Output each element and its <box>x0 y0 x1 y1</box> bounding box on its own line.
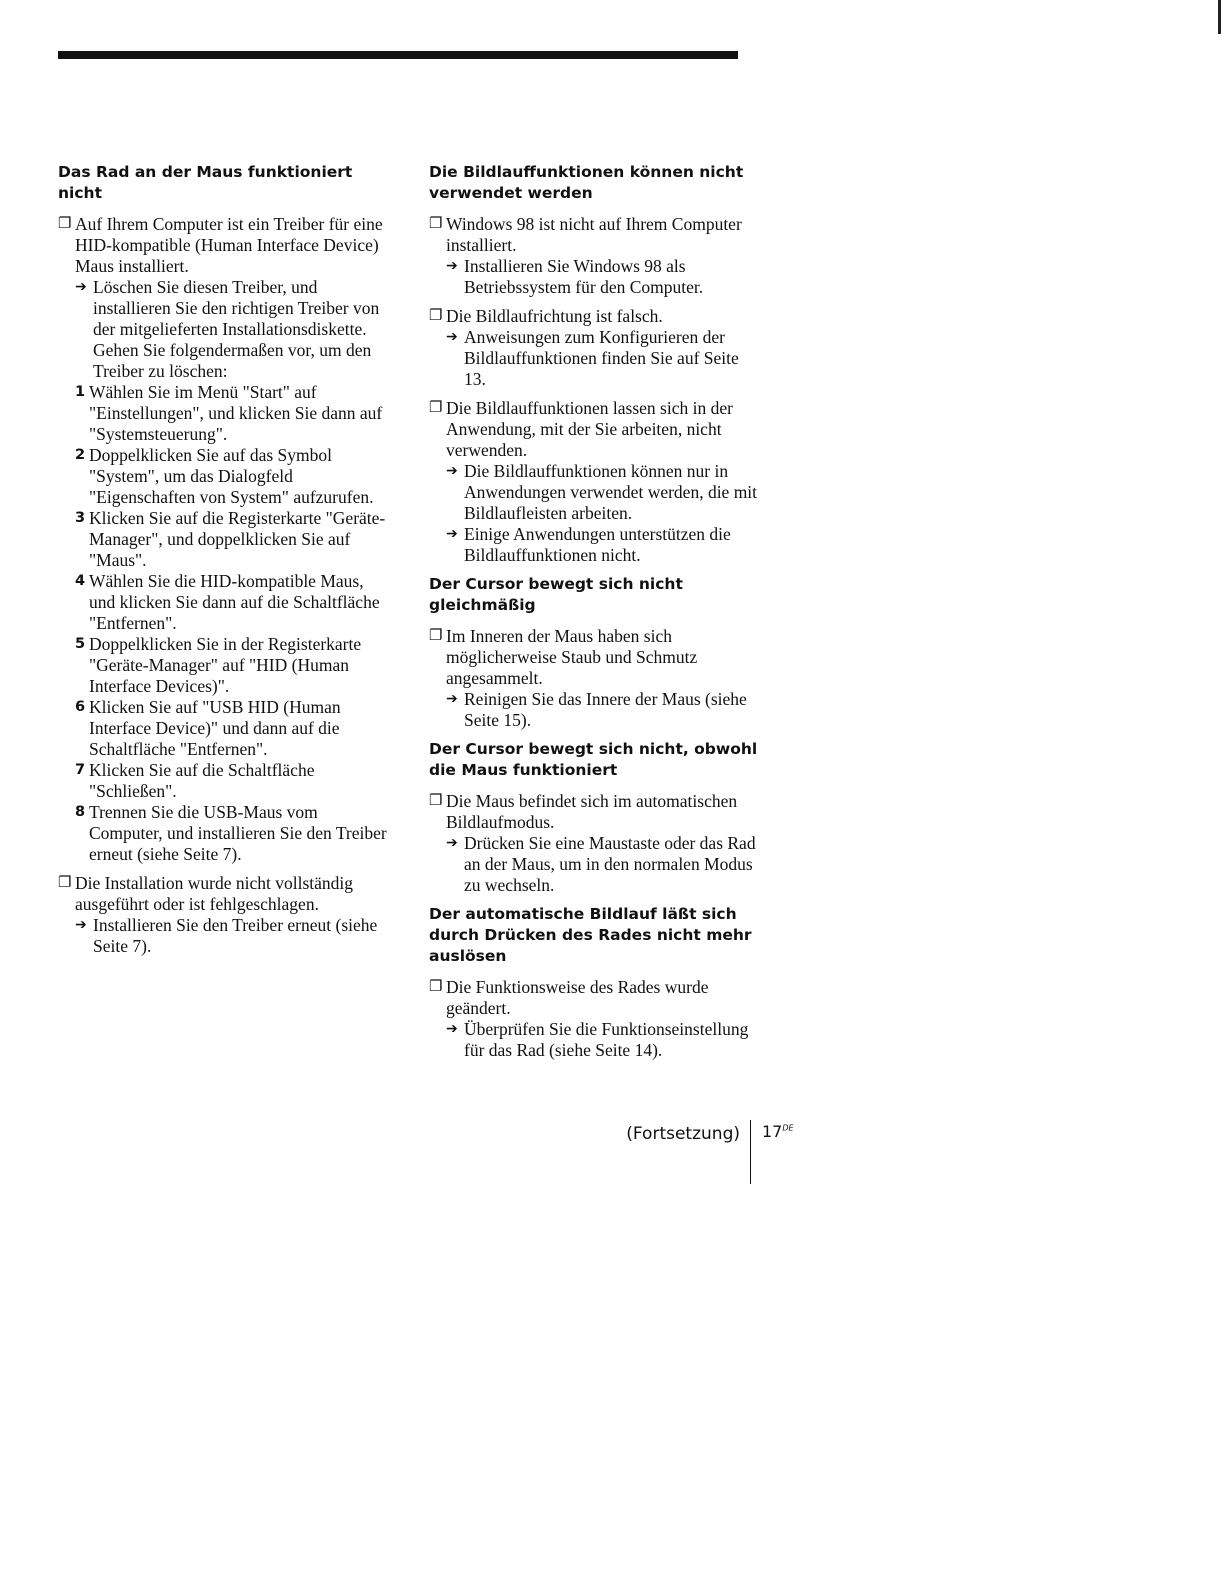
remedy-text: Löschen Sie diesen Treiber, und installieren Sie den richtigen Treiber von der mitgelieferten Installationsdiskette. Gehen Sie folgendermaßen vor, um den Treiber zu löschen: <box>93 277 380 381</box>
step-item <box>75 571 388 634</box>
step-number: 7 <box>75 762 86 778</box>
remedy-item <box>75 915 388 957</box>
step-item <box>75 760 388 802</box>
continued-label: (Fortsetzung) <box>626 1124 740 1144</box>
right-column <box>429 162 759 1069</box>
remedy-text: Die Bildlauffunktionen können nur in Anwendungen verwendet werden, die mit Bildlaufleisten arbeiten. <box>464 461 758 523</box>
problem-item <box>429 977 759 1061</box>
remedy-text: Drücken Sie eine Maustaste oder das Rad an der Maus, um in den normalen Modus zu wechseln. <box>464 833 756 895</box>
footer-divider <box>750 1120 751 1184</box>
checkbox-bullet-icon: ❐ <box>58 875 72 891</box>
step-number: 5 <box>75 636 86 652</box>
step-item <box>75 697 388 760</box>
step-item <box>75 382 388 445</box>
checkbox-bullet-icon: ❐ <box>429 793 443 809</box>
checkbox-bullet-icon: ❐ <box>429 216 443 232</box>
problem-text: Die Maus befindet sich im automatischen Bildlaufmodus. <box>446 791 738 832</box>
arrow-icon: ➔ <box>75 280 87 295</box>
step-number: 3 <box>75 510 86 526</box>
page-language-code: DE <box>782 1123 794 1133</box>
problem-item <box>58 214 388 865</box>
step-text: Doppelklicken Sie auf das Symbol "System", um das Dialogfeld "Eigenschaften von System" aufzurufen. <box>89 445 374 507</box>
section-heading: Die Bildlauffunktionen können nicht verwendet werden <box>429 163 744 202</box>
remedy-item <box>446 524 759 566</box>
remedy-item <box>446 1019 759 1061</box>
section-heading: Der automatische Bildlauf läßt sich durch Drücken des Rades nicht mehr auslösen <box>429 905 752 965</box>
remedy-text: Einige Anwendungen unterstützen die Bildlauffunktionen nicht. <box>464 524 731 565</box>
remedy-text: Anweisungen zum Konfigurieren der Bildlauffunktionen finden Sie auf Seite 13. <box>464 327 739 389</box>
page-number <box>762 1122 794 1141</box>
step-text: Klicken Sie auf "USB HID (Human Interface Device)" und dann auf die Schaltfläche "Entfernen". <box>89 697 341 759</box>
step-number: 6 <box>75 699 86 715</box>
problem-item <box>429 626 759 731</box>
remedy-text: Installieren Sie den Treiber erneut (siehe Seite 7). <box>93 915 378 956</box>
checkbox-bullet-icon: ❐ <box>429 400 443 416</box>
arrow-icon: ➔ <box>446 330 458 345</box>
remedy-text: Reinigen Sie das Innere der Maus (siehe Seite 15). <box>464 689 747 730</box>
remedy-item <box>446 256 759 298</box>
step-item <box>75 802 388 865</box>
checkbox-bullet-icon: ❐ <box>58 216 72 232</box>
checkbox-bullet-icon: ❐ <box>429 979 443 995</box>
arrow-icon: ➔ <box>446 527 458 542</box>
problem-text: Die Bildlauffunktionen lassen sich in der Anwendung, mit der Sie arbeiten, nicht verwenden. <box>446 398 733 460</box>
left-column <box>58 162 388 965</box>
problem-text: Auf Ihrem Computer ist ein Treiber für eine HID-kompatible (Human Interface Device) Maus installiert. <box>75 214 383 276</box>
arrow-icon: ➔ <box>446 1022 458 1037</box>
section-heading: Der Cursor bewegt sich nicht gleichmäßig <box>429 575 683 614</box>
remedy-item <box>446 461 759 524</box>
checkbox-bullet-icon: ❐ <box>429 628 443 644</box>
problem-item <box>429 791 759 896</box>
remedy-text: Installieren Sie Windows 98 als Betriebssystem für den Computer. <box>464 256 704 297</box>
problem-item <box>429 214 759 298</box>
step-number: 4 <box>75 573 86 589</box>
section-heading: Der Cursor bewegt sich nicht, obwohl die Maus funktioniert <box>429 740 758 779</box>
remedy-item <box>446 689 759 731</box>
remedy-item <box>446 327 759 390</box>
step-item <box>75 508 388 571</box>
problem-text: Die Funktionsweise des Rades wurde geändert. <box>446 977 709 1018</box>
problem-text: Windows 98 ist nicht auf Ihrem Computer installiert. <box>446 214 742 255</box>
step-item <box>75 445 388 508</box>
remedy-item <box>446 833 759 896</box>
step-text: Wählen Sie im Menü "Start" auf "Einstellungen", und klicken Sie dann auf "Systemsteuerung". <box>89 382 383 444</box>
scan-edge-mark <box>1218 0 1221 34</box>
arrow-icon: ➔ <box>446 259 458 274</box>
arrow-icon: ➔ <box>446 464 458 479</box>
remedy-item <box>75 277 388 382</box>
problem-text: Die Bildlaufrichtung ist falsch. <box>446 306 663 326</box>
section-heading: Das Rad an der Maus funktioniert nicht <box>58 163 353 202</box>
problem-text: Im Inneren der Maus haben sich möglicherweise Staub und Schmutz angesammelt. <box>446 626 698 688</box>
arrow-icon: ➔ <box>446 836 458 851</box>
problem-item <box>429 398 759 566</box>
problem-item <box>429 306 759 390</box>
problem-item <box>58 873 388 957</box>
header-rule <box>58 51 738 59</box>
problem-text: Die Installation wurde nicht vollständig ausgeführt oder ist fehlgeschlagen. <box>75 873 354 914</box>
arrow-icon: ➔ <box>446 692 458 707</box>
page-number-value: 17 <box>762 1122 783 1141</box>
arrow-icon: ➔ <box>75 918 87 933</box>
step-text: Klicken Sie auf die Schaltfläche "Schließen". <box>89 760 315 801</box>
step-text: Wählen Sie die HID-kompatible Maus, und klicken Sie dann auf die Schaltfläche "Entfernen". <box>89 571 380 633</box>
step-text: Doppelklicken Sie in der Registerkarte "Geräte-Manager" auf "HID (Human Interface Devices)". <box>89 634 362 696</box>
remedy-text: Überprüfen Sie die Funktionseinstellung für das Rad (siehe Seite 14). <box>464 1019 749 1060</box>
step-text: Klicken Sie auf die Registerkarte "Geräte-Manager", und doppelklicken Sie auf "Maus". <box>89 508 386 570</box>
checkbox-bullet-icon: ❐ <box>429 308 443 324</box>
step-item <box>75 634 388 697</box>
step-number: 1 <box>75 384 86 400</box>
step-number: 8 <box>75 804 86 820</box>
step-number: 2 <box>75 447 86 463</box>
step-text: Trennen Sie die USB-Maus vom Computer, und installieren Sie den Treiber erneut (siehe Seite 7). <box>89 802 387 864</box>
